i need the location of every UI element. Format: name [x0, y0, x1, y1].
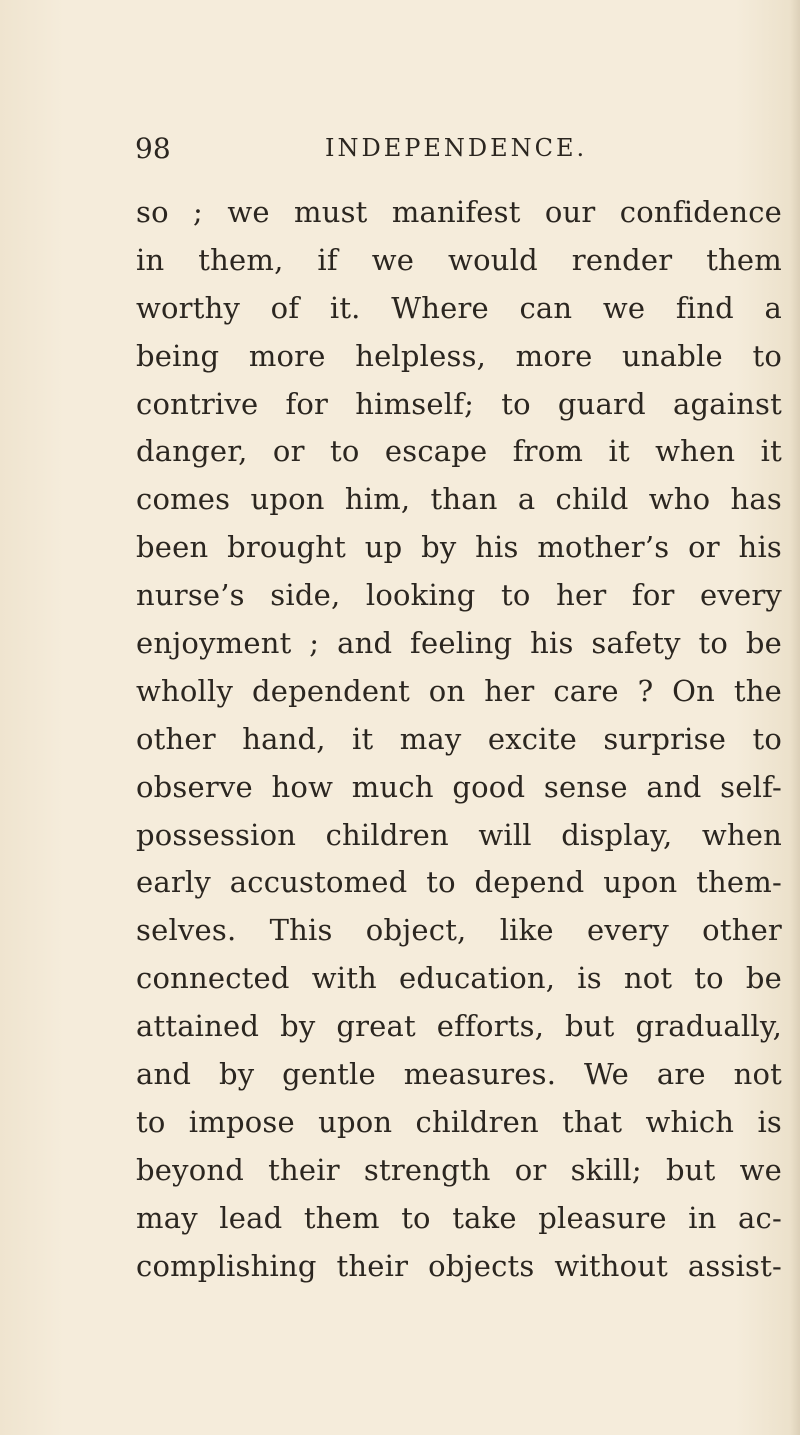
text-line: beyond their strength or skill; but we — [136, 1152, 782, 1187]
text-line: wholly dependent on her care ? On the — [136, 673, 782, 708]
text-line: worthy of it. Where can we find a — [136, 290, 782, 325]
text-line: complishing their objects without assist- — [136, 1248, 782, 1283]
page-number: 98 — [135, 132, 171, 165]
text-line: enjoyment ; and feeling his safety to be — [136, 626, 782, 661]
text-line: early accustomed to depend upon them- — [136, 865, 782, 900]
body-text — [136, 188, 782, 1289]
text-line: comes upon him, than a child who has — [136, 482, 782, 517]
text-line: being more helpless, more unable to — [136, 338, 782, 373]
running-head: INDEPENDENCE. — [325, 134, 588, 162]
text-line: possession children will display, when — [136, 817, 782, 852]
text-line: attained by great efforts, but gradually, — [136, 1009, 782, 1044]
page-edge-shadow — [790, 0, 800, 1435]
text-line: may lead them to take pleasure in ac- — [136, 1200, 782, 1235]
text-line: observe how much good sense and self- — [136, 769, 782, 804]
text-line: so ; we must manifest our confidence — [136, 195, 782, 229]
text-line: selves. This object, like every other — [136, 913, 782, 948]
text-line: in them, if we would render them — [136, 242, 782, 277]
text-line: to impose upon children that which is — [136, 1104, 782, 1139]
text-line: been brought up by his mother’s or his — [136, 530, 782, 565]
text-line: contrive for himself; to guard against — [136, 386, 782, 421]
text-line: danger, or to escape from it when it — [136, 434, 782, 469]
text-line: connected with education, is not to be — [136, 961, 782, 996]
text-line: other hand, it may excite surprise to — [136, 721, 782, 756]
page-header — [135, 132, 735, 172]
text-line: nurse’s side, looking to her for every — [136, 578, 782, 613]
text-line: and by gentle measures. We are not — [136, 1057, 782, 1092]
